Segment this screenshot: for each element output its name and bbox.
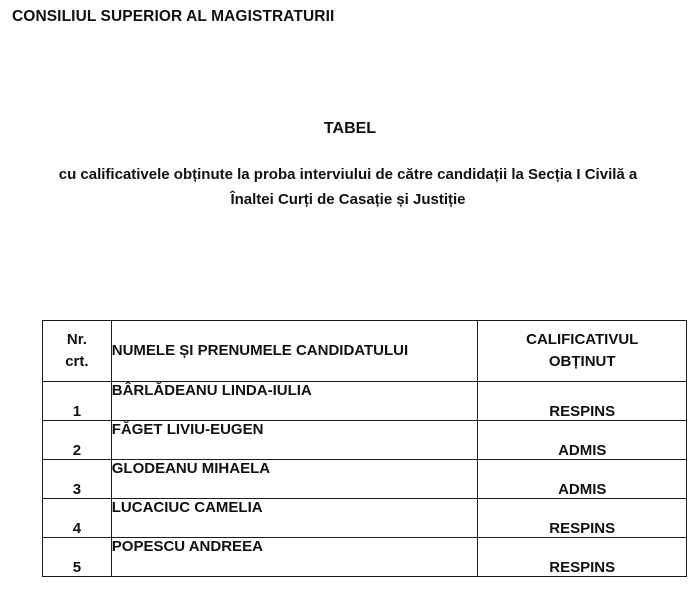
subtitle-line-2: Înaltei Curți de Casație și Justiție [230,191,466,208]
row-number: 1 [43,382,112,421]
table-row [43,382,687,421]
row-result: RESPINS [478,382,687,421]
document-subtitle [18,162,678,212]
row-number: 5 [43,538,112,577]
header-nr-line-2: crt. [65,353,89,370]
institution-name: CONSILIUL SUPERIOR AL MAGISTRATURII [12,8,335,25]
row-result: ADMIS [478,421,687,460]
table-row [43,460,687,499]
row-candidate-name: POPESCU ANDREEA [111,538,478,577]
header-result-line-2: OBȚINUT [548,353,616,370]
row-number: 4 [43,499,112,538]
row-candidate-name: LUCACIUC CAMELIA [111,499,478,538]
header-result-line-1: CALIFICATIVUL [526,331,639,348]
row-result: RESPINS [478,538,687,577]
subtitle-line-1: cu calificativele obținute la proba interviului de către candidații la Secția I Civilă a [58,166,638,183]
row-candidate-name: FĂGET LIVIU-EUGEN [111,421,478,460]
table-row [43,499,687,538]
results-table [42,320,687,577]
table-row [43,538,687,577]
header-nr-line-1: Nr. [66,331,87,348]
row-number: 2 [43,421,112,460]
header-candidate-name: NUMELE ȘI PRENUMELE CANDIDATULUI [111,321,478,382]
document-title: TABEL [323,120,377,137]
table-header-row [43,321,687,382]
row-candidate-name: GLODEANU MIHAELA [111,460,478,499]
row-result: ADMIS [478,460,687,499]
row-number: 3 [43,460,112,499]
header-nr-crt [43,321,112,382]
row-candidate-name: BÂRLĂDEANU LINDA-IULIA [111,382,478,421]
row-result: RESPINS [478,499,687,538]
table-row [43,421,687,460]
header-result [478,321,687,382]
